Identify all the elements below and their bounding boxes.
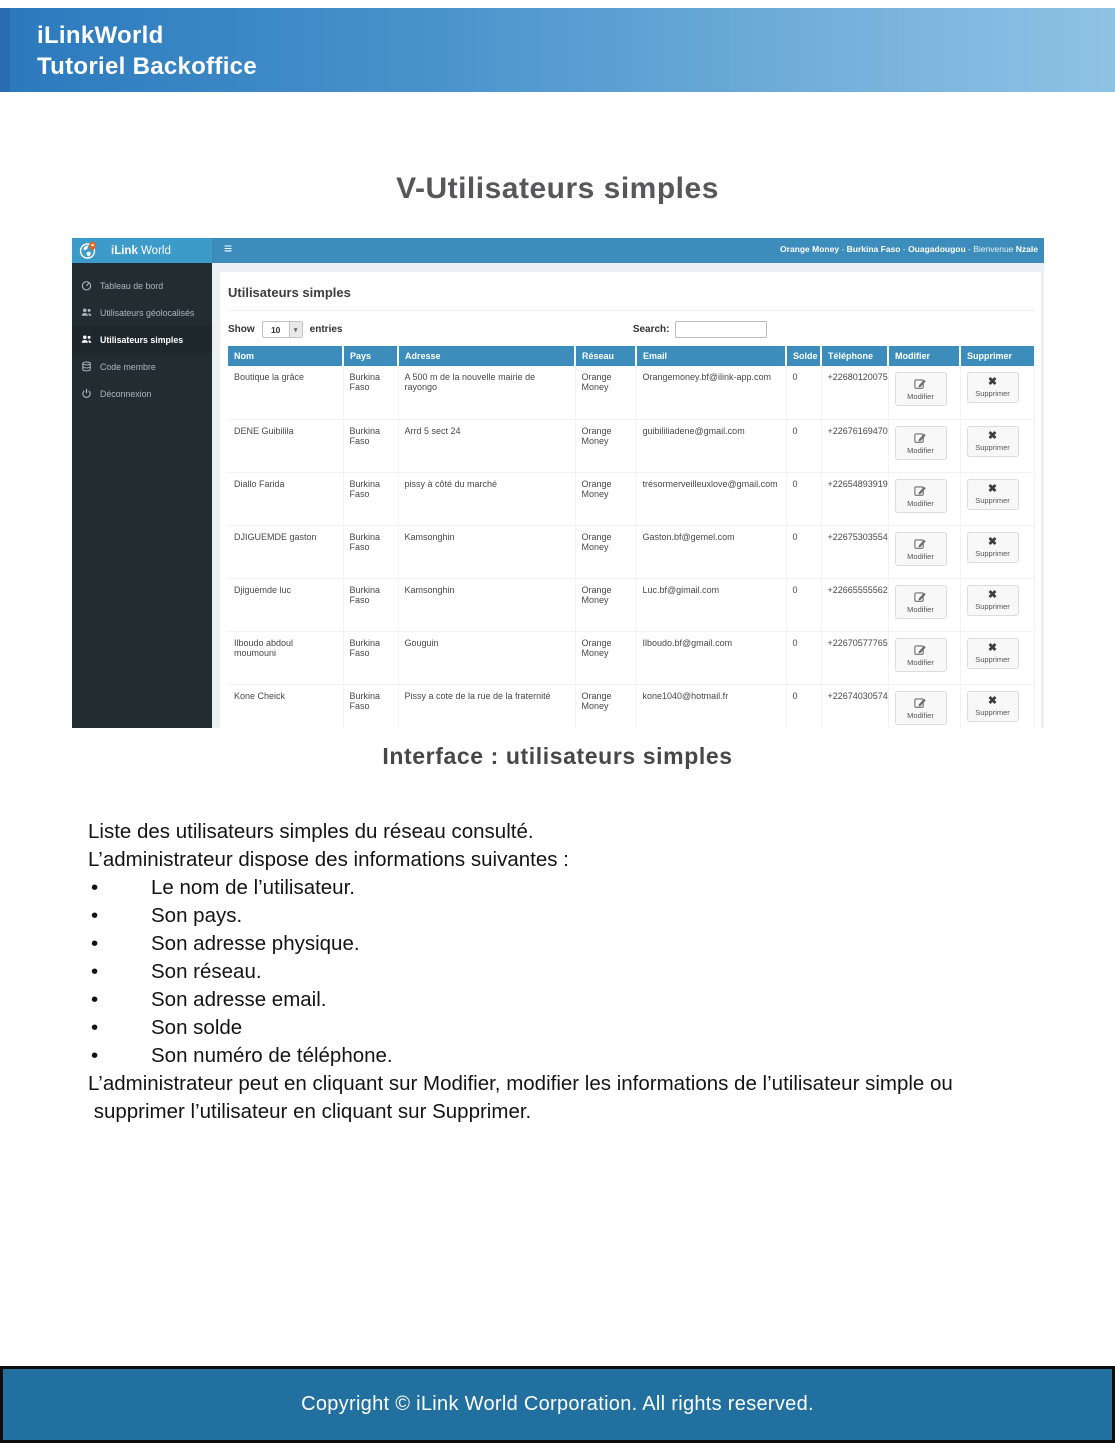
cell-solde: 0: [786, 525, 821, 578]
sidebar-item-label: Utilisateurs géolocalisés: [100, 307, 195, 318]
cell-modifier: [888, 472, 960, 525]
modify-button-label: Modifier: [907, 551, 934, 561]
column-header-supprimer[interactable]: Supprimer: [960, 346, 1034, 366]
table-header-row: [228, 346, 1034, 366]
panel-title: Utilisateurs simples: [228, 285, 1035, 311]
delete-button-label: Supprimer: [975, 654, 1010, 664]
cell-reseau: Orange Money: [575, 578, 636, 631]
cell-pays: Burkina Faso: [343, 366, 398, 419]
sidebar-item-code-membre[interactable]: [72, 353, 212, 380]
cell-supprimer: [960, 419, 1034, 472]
column-header-pays[interactable]: Pays: [343, 346, 398, 366]
modify-button[interactable]: [895, 426, 947, 460]
cell-nom: Djiguemde luc: [228, 578, 343, 631]
entries-label: entries: [309, 324, 343, 335]
sidebar-item-label: Code membre: [100, 361, 156, 372]
sidebar-item-tableau-de-bord[interactable]: [72, 272, 212, 299]
cell-supprimer: [960, 366, 1034, 419]
cell-email: Ilboudo.bf@gmail.com: [636, 631, 786, 684]
column-header-solde[interactable]: Solde: [786, 346, 821, 366]
bullet-item: • Son solde: [91, 1016, 243, 1039]
bullet-item: • Son numéro de téléphone.: [91, 1044, 393, 1067]
column-header-modifier[interactable]: Modifier: [888, 346, 960, 366]
edit-icon: [914, 696, 927, 709]
cell-nom: DENE Guibilila: [228, 419, 343, 472]
cell-email: kone1040@hotmail.fr: [636, 684, 786, 728]
edit-icon: [914, 590, 927, 603]
users-icon: [81, 334, 92, 345]
navbar-user-info: Orange Money - Burkina Faso - Ouagadougou - Bienvenue Nzale: [780, 244, 1038, 254]
outro-line: L’administrateur peut en cliquant sur Modifier, modifier les informations de l’utilisateur simple ou: [88, 1072, 953, 1095]
table-row: [228, 366, 1034, 419]
sidebar-item-label: Tableau de bord: [100, 280, 164, 291]
table-row: [228, 684, 1034, 728]
app-screenshot: [72, 238, 1044, 728]
delete-button-label: Supprimer: [975, 495, 1010, 505]
edit-icon: [914, 377, 927, 390]
column-header-nom[interactable]: Nom: [228, 346, 343, 366]
table-row: [228, 472, 1034, 525]
sidebar-item-utilisateurs-simples[interactable]: [72, 326, 212, 353]
cell-reseau: Orange Money: [575, 525, 636, 578]
cell-modifier: [888, 419, 960, 472]
sidebar-item-deconnexion[interactable]: [72, 380, 212, 407]
cell-solde: 0: [786, 419, 821, 472]
cell-telephone: +22680120075: [821, 366, 888, 419]
bullet-item: • Le nom de l’utilisateur.: [91, 876, 355, 899]
outro-line: supprimer l’utilisateur en cliquant sur Supprimer.: [88, 1100, 532, 1123]
intro-line: L’administrateur dispose des informations suivantes :: [88, 848, 569, 871]
app-logo[interactable]: [72, 238, 212, 263]
cell-adresse: Gouguin: [398, 631, 575, 684]
modify-button-label: Modifier: [907, 445, 934, 455]
document-header-banner: [0, 8, 1115, 92]
cell-adresse: Arrd 5 sect 24: [398, 419, 575, 472]
app-sidebar: [72, 263, 212, 728]
cell-reseau: Orange Money: [575, 631, 636, 684]
body-text: [88, 818, 1058, 1126]
modify-button-label: Modifier: [907, 392, 934, 401]
cell-pays: Burkina Faso: [343, 631, 398, 684]
delete-button-label: Supprimer: [975, 707, 1010, 717]
bullet-item: • Son adresse physique.: [91, 932, 360, 955]
x-icon: ✖: [987, 482, 998, 495]
cell-telephone: +22670577765: [821, 631, 888, 684]
cell-nom: DJIGUEMDE gaston: [228, 525, 343, 578]
app-body: [72, 263, 1044, 728]
users-panel: [220, 272, 1041, 728]
cell-nom: Kone Cheick: [228, 684, 343, 728]
dashboard-icon: [81, 280, 92, 291]
sidebar-item-utilisateurs-geolocalises[interactable]: [72, 299, 212, 326]
x-icon: ✖: [987, 535, 998, 548]
column-header-email[interactable]: Email: [636, 346, 786, 366]
x-icon: ✖: [987, 429, 998, 442]
x-icon: ✖: [987, 588, 998, 601]
delete-button[interactable]: [967, 691, 1019, 722]
delete-button[interactable]: [967, 426, 1019, 457]
sidebar-item-label: Déconnexion: [100, 388, 152, 399]
delete-button[interactable]: [967, 479, 1019, 510]
cell-reseau: Orange Money: [575, 419, 636, 472]
modify-button-label: Modifier: [907, 710, 934, 720]
cell-reseau: Orange Money: [575, 472, 636, 525]
table-row: [228, 578, 1034, 631]
x-icon: ✖: [987, 694, 998, 707]
figure-caption: Interface : utilisateurs simples: [382, 743, 733, 769]
edit-icon: [914, 484, 927, 497]
x-icon: ✖: [987, 641, 998, 654]
cell-solde: 0: [786, 472, 821, 525]
cell-adresse: A 500 m de la nouvelle mairie de rayongo: [398, 366, 575, 419]
x-icon: ✖: [987, 376, 998, 388]
cell-pays: Burkina Faso: [343, 525, 398, 578]
section-title: V-Utilisateurs simples: [396, 172, 719, 205]
edit-icon: [914, 643, 927, 656]
page-size-select[interactable]: [262, 321, 303, 338]
cell-modifier: [888, 578, 960, 631]
column-header-telephone[interactable]: Téléphone: [821, 346, 888, 366]
cell-modifier: [888, 366, 960, 419]
edit-icon: [914, 537, 927, 550]
delete-button-label: Supprimer: [975, 601, 1010, 611]
cell-reseau: Orange Money: [575, 366, 636, 419]
delete-button[interactable]: [967, 638, 1019, 669]
search-label: Search:: [632, 324, 670, 335]
cell-pays: Burkina Faso: [343, 578, 398, 631]
bullet-item: • Son réseau.: [91, 960, 262, 983]
cell-telephone: +22654893919: [821, 472, 888, 525]
cell-solde: 0: [786, 578, 821, 631]
cell-supprimer: [960, 578, 1034, 631]
cell-adresse: Kamsonghin: [398, 525, 575, 578]
search-input[interactable]: [675, 321, 767, 338]
app-navbar: [72, 238, 1044, 263]
cell-modifier: [888, 631, 960, 684]
cell-telephone: +22665555562: [821, 578, 888, 631]
modify-button-label: Modifier: [907, 498, 934, 508]
cell-nom: Diallo Farida: [228, 472, 343, 525]
bullet-item: • Son pays.: [91, 904, 243, 927]
modify-button[interactable]: [895, 638, 947, 672]
chevron-down-icon: ▾: [289, 322, 302, 337]
modify-button[interactable]: [895, 691, 947, 725]
cell-email: Gaston.bf@gemel.com: [636, 525, 786, 578]
cell-telephone: +22676169470: [821, 419, 888, 472]
modify-button[interactable]: [895, 532, 947, 566]
cell-nom: Ilboudo abdoul moumouni: [228, 631, 343, 684]
cell-adresse: Pissy a cote de la rue de la fraternité: [398, 684, 575, 728]
cell-solde: 0: [786, 366, 821, 419]
copyright-text: Copyright © iLink World Corporation. All rights reserved.: [301, 1393, 814, 1415]
app-content: [212, 263, 1044, 728]
cell-modifier: [888, 684, 960, 728]
table-controls: [228, 321, 1035, 338]
cell-email: Orangemoney.bf@ilink-app.com: [636, 366, 786, 419]
cell-supprimer: [960, 525, 1034, 578]
page-size-value: 10: [270, 324, 281, 335]
cell-adresse: Kamsonghin: [398, 578, 575, 631]
table-row: [228, 631, 1034, 684]
cell-pays: Burkina Faso: [343, 472, 398, 525]
delete-button[interactable]: [967, 532, 1019, 563]
app-navbar-main: [212, 238, 1044, 263]
sidebar-item-label: Utilisateurs simples: [100, 334, 184, 345]
users-icon: [81, 307, 92, 318]
cell-supprimer: [960, 631, 1034, 684]
cell-modifier: [888, 525, 960, 578]
search-group: [633, 321, 767, 338]
cell-telephone: +22674030574: [821, 684, 888, 728]
banner-line2: Tutoriel Backoffice: [37, 53, 257, 80]
bullet-item: • Son adresse email.: [91, 988, 327, 1011]
delete-button[interactable]: [967, 372, 1019, 403]
modify-button[interactable]: [895, 479, 947, 513]
cell-pays: Burkina Faso: [343, 419, 398, 472]
database-icon: [81, 361, 92, 372]
cell-adresse: pissy à côté du marché: [398, 472, 575, 525]
power-icon: [81, 388, 92, 399]
intro-line: Liste des utilisateurs simples du réseau consulté.: [88, 820, 534, 843]
delete-button[interactable]: [967, 585, 1019, 616]
sidebar-toggle-icon[interactable]: ≡: [224, 240, 233, 256]
table-row: [228, 419, 1034, 472]
cell-nom: Boutique la grâce: [228, 366, 343, 419]
cell-email: trésormerveilleuxlove@gmail.com: [636, 472, 786, 525]
table-body: [228, 366, 1034, 728]
delete-button-label: Supprimer: [975, 389, 1010, 398]
modify-button[interactable]: [895, 372, 947, 406]
table-row: [228, 525, 1034, 578]
app-logo-text: iLink World: [111, 244, 171, 257]
document-footer: [0, 1366, 1115, 1443]
cell-supprimer: [960, 684, 1034, 728]
show-label: Show: [228, 324, 255, 335]
cell-email: guibililiadene@gmail.com: [636, 419, 786, 472]
cell-email: Luc.bf@gimail.com: [636, 578, 786, 631]
modify-button-label: Modifier: [907, 604, 934, 614]
column-header-adresse[interactable]: Adresse: [398, 346, 575, 366]
edit-icon: [914, 431, 927, 444]
column-header-reseau[interactable]: Réseau: [575, 346, 636, 366]
cell-solde: 0: [786, 684, 821, 728]
cell-telephone: +22675303554: [821, 525, 888, 578]
modify-button[interactable]: [895, 585, 947, 619]
delete-button-label: Supprimer: [975, 442, 1010, 452]
delete-button-label: Supprimer: [975, 548, 1010, 558]
modify-button-label: Modifier: [907, 657, 934, 667]
globe-pin-icon: [79, 241, 98, 260]
cell-pays: Burkina Faso: [343, 684, 398, 728]
users-table: [228, 346, 1035, 728]
cell-supprimer: [960, 472, 1034, 525]
cell-solde: 0: [786, 631, 821, 684]
banner-line1: iLinkWorld: [37, 22, 164, 49]
cell-reseau: Orange Money: [575, 684, 636, 728]
